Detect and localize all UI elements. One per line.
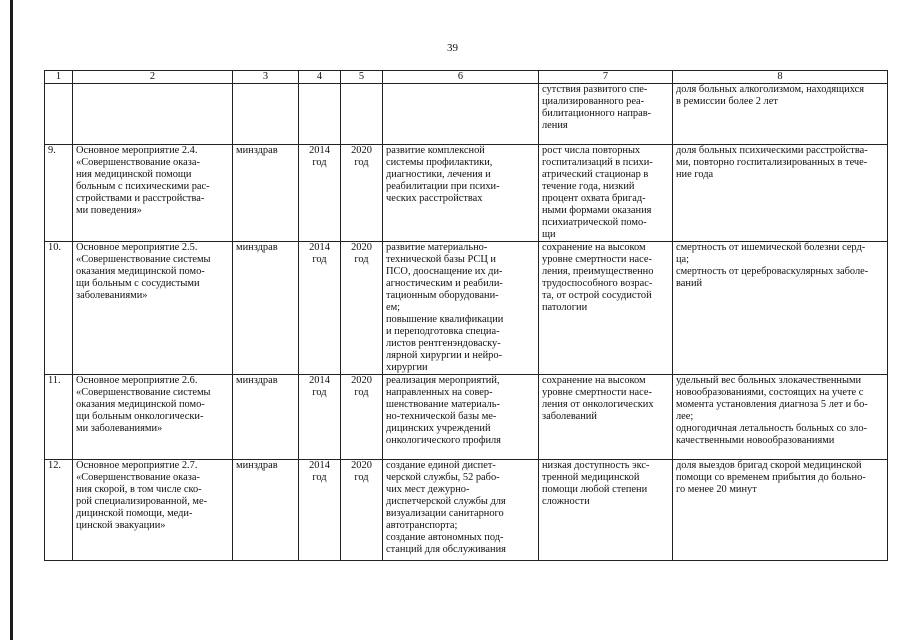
table-row: [45, 242, 888, 375]
row-number: 9.: [45, 145, 73, 242]
table-row: [45, 145, 888, 242]
start-year: 2014 год: [299, 145, 341, 242]
header-cell: 4: [299, 71, 341, 84]
event-name: Основное мероприятие 2.7. «Совершенствование оказа- ния скорой, в том числе ско- рой специализированной, ме- дицинской помощи, меди- цинской эвакуации»: [73, 460, 233, 561]
start-year: 2014 год: [299, 460, 341, 561]
main-directions: развитие материально- технической базы РСЦ и ПСО, дооснащение их ди- агностическим и реабили- тационным оборудовани- ем; повышение квалификации и переподготовка специа- листов рентгенэндоваску- лярной хирургии и нейро- хирургии: [383, 242, 539, 375]
non-implementation-consequences: рост числа повторных госпитализаций в психи- атрический стационар в течение года, низкий процент охвата бригад- ными формами оказания психиатрической помо- щи: [539, 145, 673, 242]
header-cell: 6: [383, 71, 539, 84]
start-year: 2014 год: [299, 375, 341, 460]
main-directions: развитие комплексной системы профилактики, диагностики, лечения и реабилитации при психи- ческих расстройствах: [383, 145, 539, 242]
executor: минздрав: [233, 460, 299, 561]
start-year: [299, 84, 341, 145]
header-cell: 2: [73, 71, 233, 84]
header-cell: 8: [673, 71, 888, 84]
table-row: [45, 460, 888, 561]
row-number: [45, 84, 73, 145]
related-indicators: удельный вес больных злокачественными новообразованиями, состоящих на учете с момента установления диагноза 5 лет и бо- лее; одногодичная летальность больных со зло- качественными новообразованиями: [673, 375, 888, 460]
header-row: [45, 71, 888, 84]
table-row: [45, 375, 888, 460]
executor: минздрав: [233, 145, 299, 242]
related-indicators: доля выездов бригад скорой медицинской помощи со временем прибытия до больно- го менее 20 минут: [673, 460, 888, 561]
non-implementation-consequences: низкая доступность экс- тренной медицинской помощи любой степени сложности: [539, 460, 673, 561]
main-directions: создание единой диспет- черской службы, 52 рабо- чих мест дежурно- диспетчерской службы для визуализации санитарного автотранспорта; создание автономных под- станций для обслуживания: [383, 460, 539, 561]
row-number: 12.: [45, 460, 73, 561]
event-name: Основное мероприятие 2.5. «Совершенствование системы оказания медицинской помо- щи больным с сосудистыми заболеваниями»: [73, 242, 233, 375]
header-cell: 7: [539, 71, 673, 84]
main-directions: [383, 84, 539, 145]
executor: [233, 84, 299, 145]
event-name: [73, 84, 233, 145]
non-implementation-consequences: сутствия развитого спе- циализированного реа- билитационного направ- ления: [539, 84, 673, 145]
binding-line: [10, 0, 13, 640]
header-cell: 3: [233, 71, 299, 84]
event-name: Основное мероприятие 2.4. «Совершенствование оказа- ния медицинской помощи больным с психическими рас- стройствами и расстройства- ми поведения»: [73, 145, 233, 242]
header-cell: 5: [341, 71, 383, 84]
page-number: 39: [447, 42, 458, 54]
header-cell: 1: [45, 71, 73, 84]
executor: минздрав: [233, 242, 299, 375]
program-table: [44, 70, 888, 561]
end-year: [341, 84, 383, 145]
related-indicators: смертность от ишемической болезни серд- ца; смертность от цереброваскулярных заболе- ваний: [673, 242, 888, 375]
row-number: 11.: [45, 375, 73, 460]
executor: минздрав: [233, 375, 299, 460]
table-row: [45, 84, 888, 145]
main-directions: реализация мероприятий, направленных на совер- шенствование материаль- но-технической базы ме- дицинских учреждений онкологического профиля: [383, 375, 539, 460]
event-name: Основное мероприятие 2.6. «Совершенствование системы оказания медицинской помо- щи больным онкологически- ми заболеваниями»: [73, 375, 233, 460]
related-indicators: доля больных психическими расстройства- ми, повторно госпитализированных в тече- ние года: [673, 145, 888, 242]
end-year: 2020 год: [341, 242, 383, 375]
end-year: 2020 год: [341, 145, 383, 242]
non-implementation-consequences: сохранение на высоком уровне смертности насе- ления от онкологических заболеваний: [539, 375, 673, 460]
start-year: 2014 год: [299, 242, 341, 375]
row-number: 10.: [45, 242, 73, 375]
related-indicators: доля больных алкоголизмом, находящихся в ремиссии более 2 лет: [673, 84, 888, 145]
end-year: 2020 год: [341, 375, 383, 460]
end-year: 2020 год: [341, 460, 383, 561]
non-implementation-consequences: сохранение на высоком уровне смертности насе- ления, преимущественно трудоспособного возрас- та, от острой сосудистой патологии: [539, 242, 673, 375]
